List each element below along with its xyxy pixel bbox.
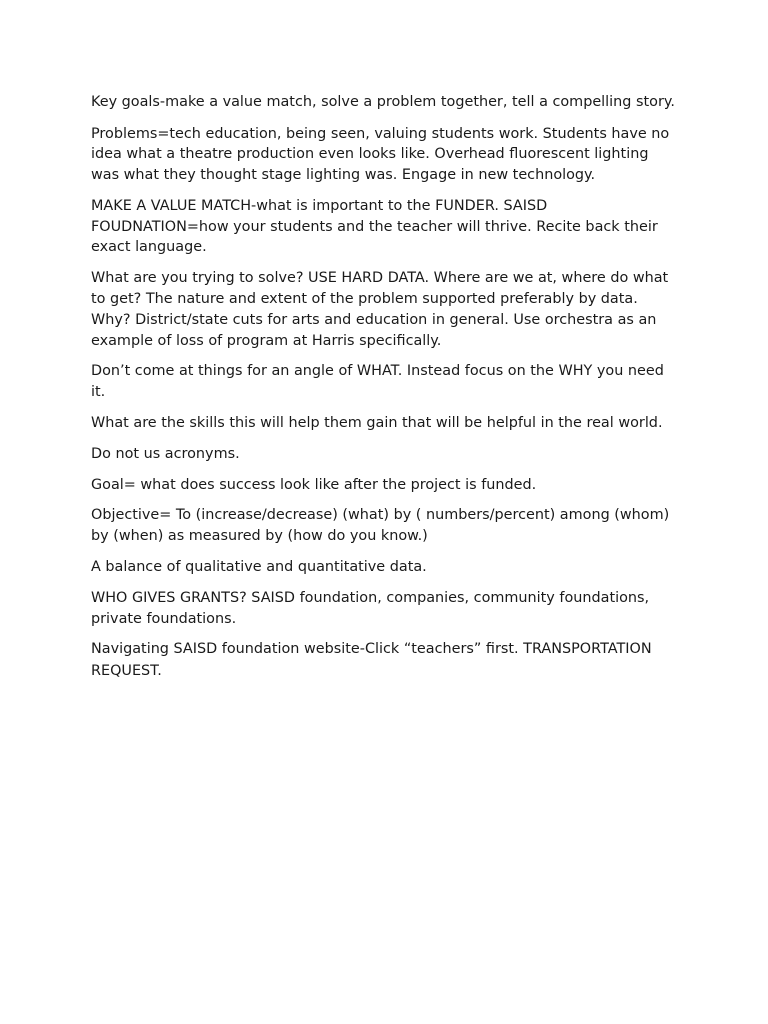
paragraph-key-goals: Key goals-make a value match, solve a problem together, tell a compelling story. [91, 94, 675, 110]
paragraph-navigating-website: Navigating SAISD foundation website-Click “teachers” first. TRANSPORTATION REQUEST. [91, 641, 652, 679]
paragraph-data-balance: A balance of qualitative and quantitative data. [91, 559, 427, 576]
paragraph-skills: What are the skills this will help them gain that will be helpful in the real world. [91, 415, 663, 432]
paragraph-goal: Goal= what does success look like after the project is funded. [91, 476, 537, 493]
paragraph-acronyms: Do not us acronyms. [91, 445, 240, 462]
paragraph-who-gives-grants: WHO GIVES GRANTS? SAISD foundation, companies, community foundations, private foundations. [91, 589, 650, 627]
paragraph-why-focus: Don’t come at things for an angle of WHAT. Instead focus on the WHY you need it. [91, 363, 664, 401]
paragraph-objective: Objective= To (increase/decrease) (what) by ( numbers/percent) among (whom) by (when) as measured by (how do you know.) [91, 507, 670, 545]
paragraph-problems: Problems=tech education, being seen, valuing students work. Students have no idea what a theatre production even looks like. Overhead fluorescent lighting was what they thought stage lighting was. Engage in new technology. [91, 125, 670, 184]
paragraph-hard-data: What are you trying to solve? USE HARD DATA. Where are we at, where do what to get? The nature and extent of the problem supported preferably by data. Why? District/state cuts for arts and education in general. Use orchestra as an example of loss of program at Harris specifically. [91, 270, 669, 349]
paragraph-value-match: MAKE A VALUE MATCH-what is important to the FUNDER. SAISD FOUDNATION=how your students and the teacher will thrive. Recite back their exact language. [91, 197, 658, 256]
